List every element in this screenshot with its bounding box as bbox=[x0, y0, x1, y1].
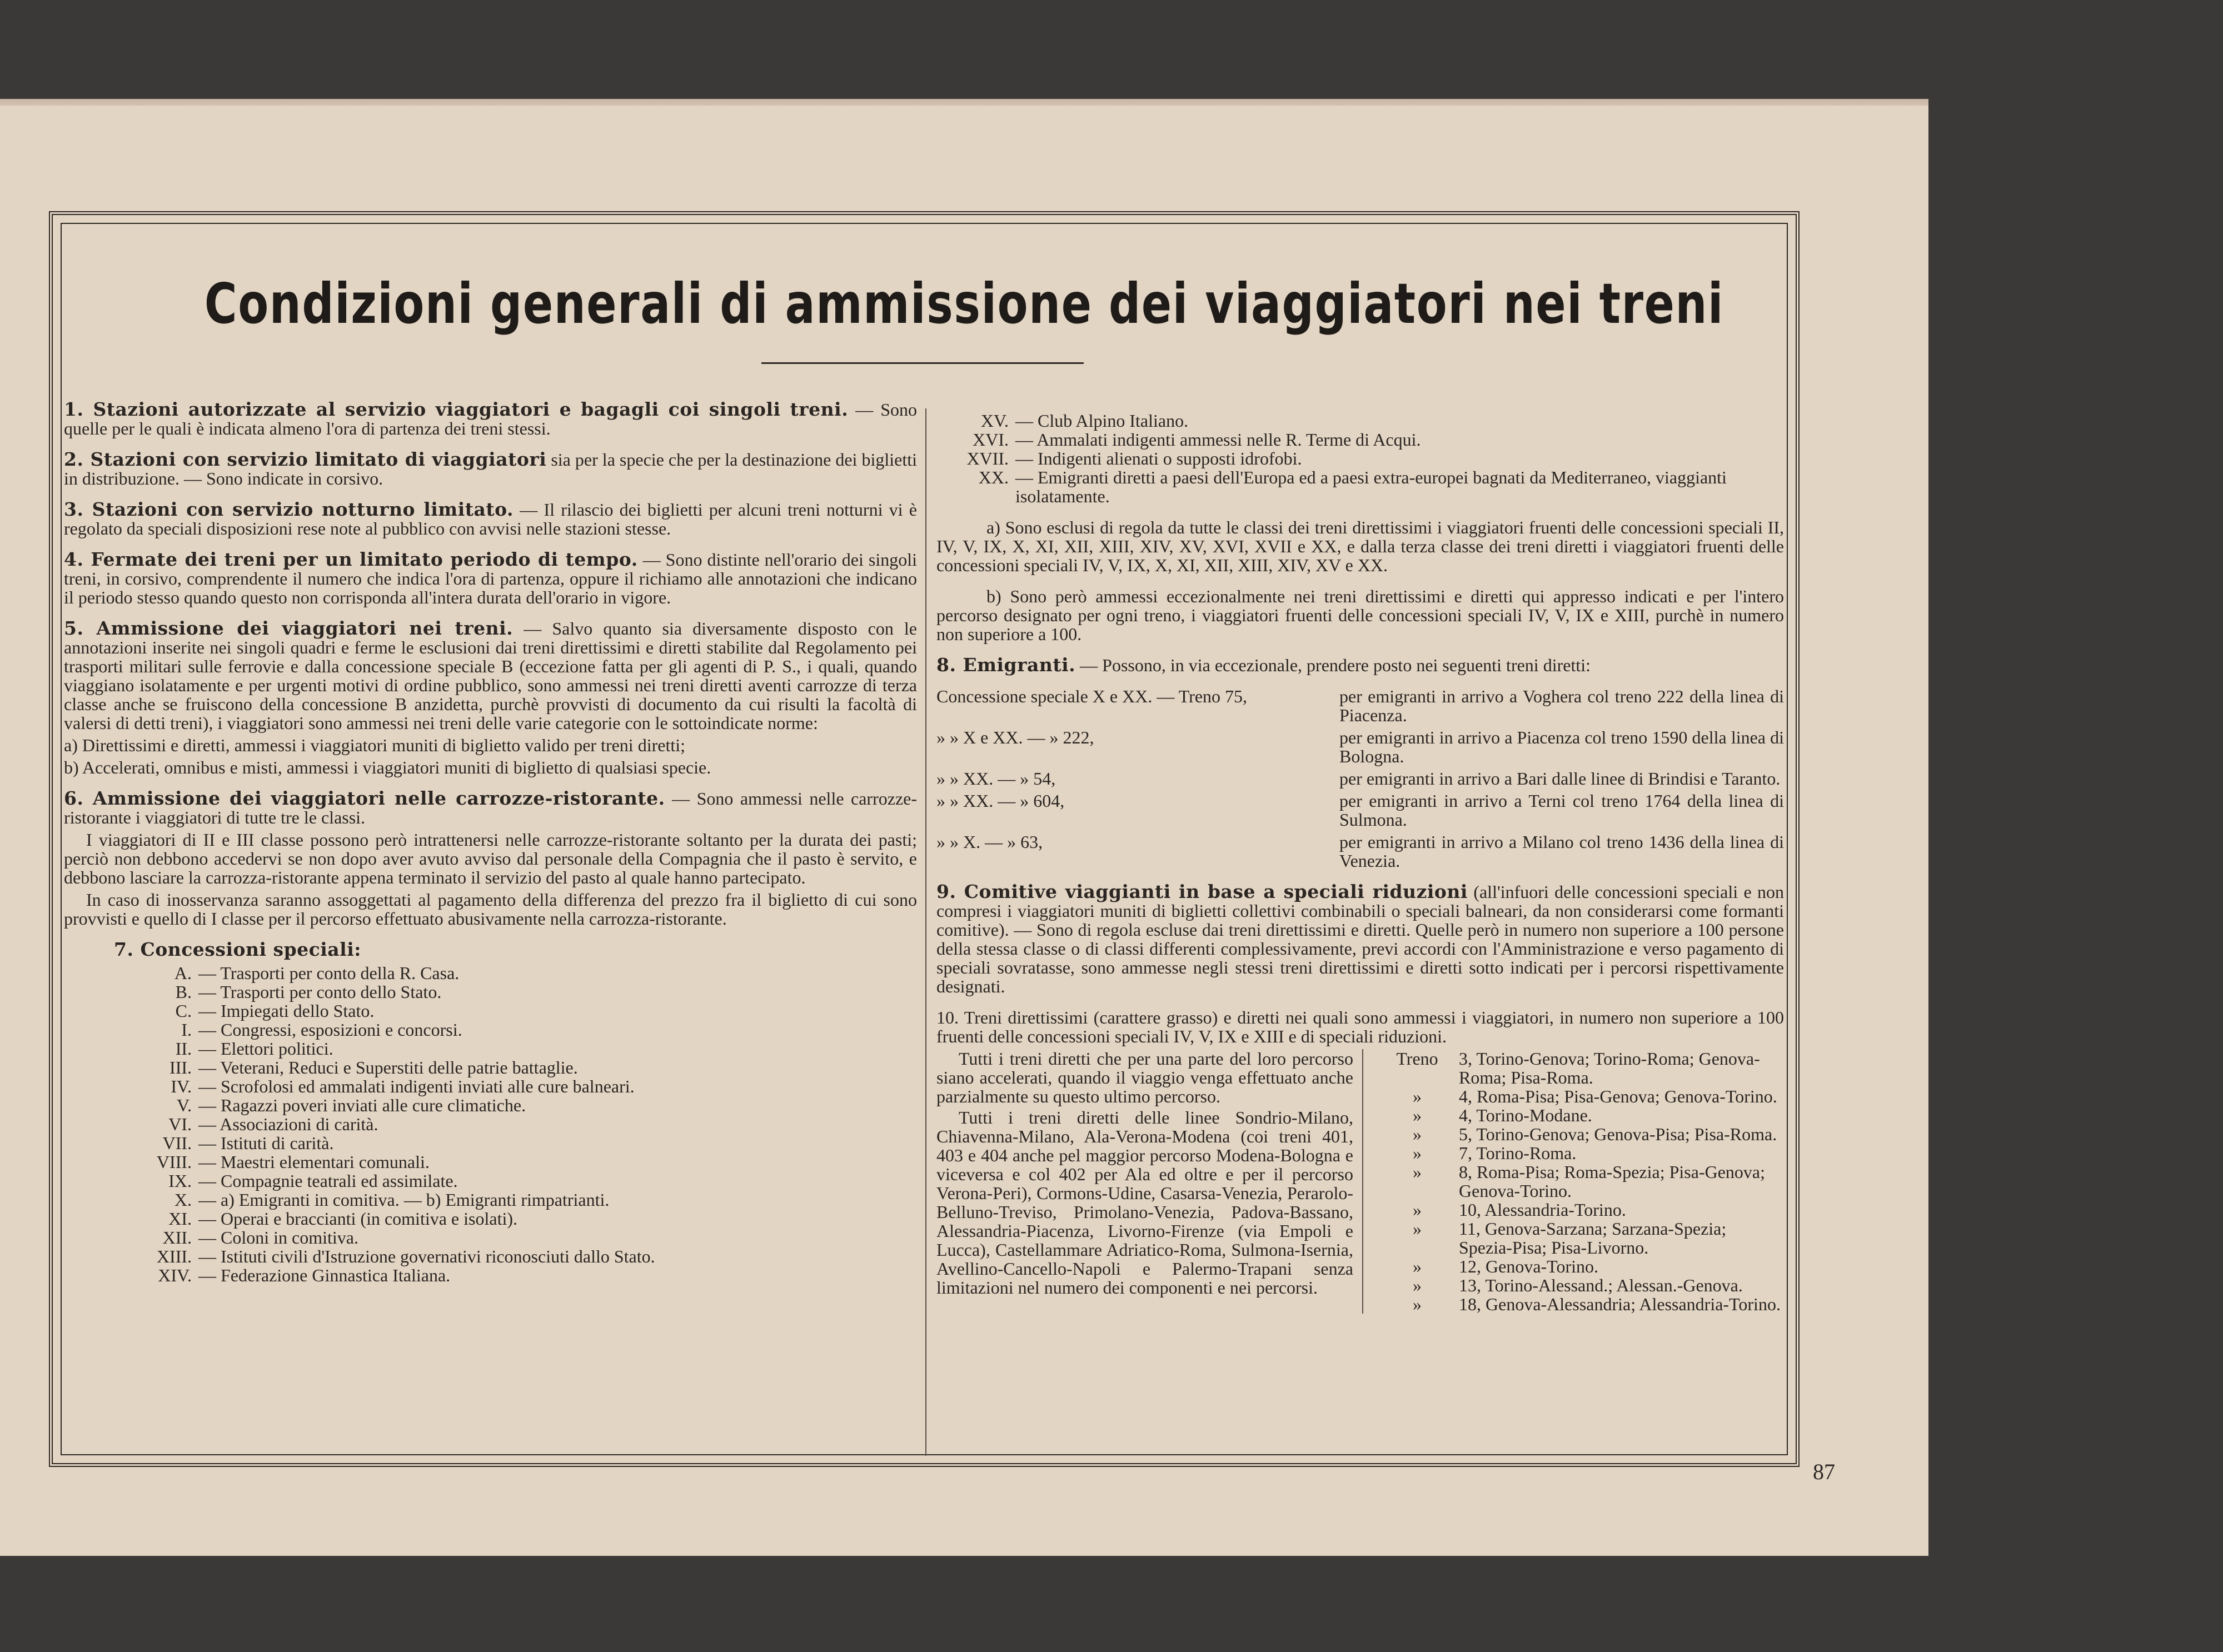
concession-item: XVI. — Ammalati indigenti ammessi nelle R. Terme di Acqui. bbox=[973, 430, 1421, 450]
concessions-list-cont bbox=[936, 411, 1784, 506]
concession-item: XX. — Emigranti diretti a paesi dell'Europa ed a paesi extra-europei bagnati da Mediterraneo, viaggianti isolatamente. bbox=[978, 467, 1727, 506]
concession-item: A. — Trasporti per conto della R. Casa. bbox=[174, 963, 460, 983]
train-entry: » 13, Torino-Alessand.; Alessan.-Genova. bbox=[1413, 1275, 1743, 1295]
train-entry: » 8, Roma-Pisa; Roma-Spezia; Pisa-Genova; Genova-Torino. bbox=[1413, 1162, 1766, 1201]
train-entry: » 12, Genova-Torino. bbox=[1413, 1256, 1599, 1276]
concession-item: V. — Ragazzi poveri inviati alle cure climatiche. bbox=[177, 1095, 526, 1115]
concession-item: XII. — Coloni in comitiva. bbox=[162, 1227, 358, 1247]
train-entry: » 10, Alessandria-Torino. bbox=[1413, 1200, 1626, 1220]
concession-item: VIII. — Maestri elementari comunali. bbox=[156, 1152, 430, 1172]
concession-item: XVII. — Indigenti alienati o supposti idrofobi. bbox=[966, 448, 1302, 468]
section-7-head: 7. Concessioni speciali: bbox=[114, 939, 361, 960]
concession-item: VI. — Associazioni di carità. bbox=[168, 1114, 378, 1134]
concession-item: C. — Impiegati dello Stato. bbox=[175, 1001, 375, 1021]
concession-item: XIV. — Federazione Ginnastica Italiana. bbox=[158, 1265, 451, 1285]
right-column bbox=[936, 411, 1784, 1314]
page-number: 87 bbox=[1813, 1459, 1835, 1484]
title-rule bbox=[761, 362, 1084, 364]
section-3: 3. Stazioni con servizio notturno limitato. — Il rilascio dei biglietti per alcuni treni notturni vi è regolato da speciali disposizioni rese note al pubblico con avvisi nelle stazioni stesse. bbox=[64, 498, 917, 538]
section-10: 10. Treni direttissimi (carattere grasso) e diretti nei quali sono ammessi i viaggiatori, in numero non superiore a 100 fruenti delle concessioni speciali IV, V, IX e XIII e di speciali riduzioni. bbox=[936, 1007, 1784, 1046]
emigrant-train-row: » » XX. — » 54, per emigranti in arrivo a Bari dalle linee di Brindisi e Taranto. bbox=[936, 768, 1781, 788]
left-column bbox=[64, 400, 917, 1297]
concession-item: B. — Trasporti per conto dello Stato. bbox=[175, 982, 442, 1002]
emigrant-train-row: » » XX. — » 604, per emigranti in arrivo a Terni col treno 1764 della linea di Sulmona. bbox=[936, 791, 1784, 830]
emigrant-train-row: Concessione speciale X e XX. — Treno 75, per emigranti in arrivo a Voghera col treno 222 della linea di Piacenza. bbox=[936, 686, 1784, 725]
section-8: 8. Emigranti. — Possono, in via eccezionale, prendere posto nei seguenti treni diretti: bbox=[936, 654, 1591, 676]
emigrants-trains bbox=[936, 687, 1784, 870]
concessions-list bbox=[64, 964, 917, 1285]
section-4: 4. Fermate dei treni per un limitato periodo di tempo. — Sono distinte nell'orario dei singoli treni, in corsivo, comprendente il numero che indica l'ora di partenza, oppure il richiamo alle annotazioni che indicano il periodo stesso quando questo non corrisponda all'intera durata dell'orario in vigore. bbox=[64, 548, 917, 607]
section-5b: b) Accelerati, omnibus e misti, ammessi i viaggiatori muniti di biglietto di qualsiasi specie. bbox=[64, 757, 711, 777]
section-10-table bbox=[936, 1049, 1784, 1314]
emigrant-train-row: » » X e XX. — » 222, per emigranti in arrivo a Piacenza col treno 1590 della linea di Bologna. bbox=[936, 727, 1784, 766]
exclusions-b: b) Sono però ammessi eccezionalmente nei treni direttissimi e diretti qui appresso indicati e per l'intero percorso designato per ogni treno, i viaggiatori fruenti delle concessioni speciali IV, V, IX e XIII, purchè in numero non superiore a 100. bbox=[936, 586, 1784, 644]
concession-item: I. — Congressi, esposizioni e concorsi. bbox=[181, 1020, 462, 1040]
page-title: Condizioni generali di ammissione dei viaggiatori nei treni bbox=[204, 271, 1724, 336]
train-entry: Treno 3, Torino-Genova; Torino-Roma; Genova-Roma; Pisa-Roma. bbox=[1396, 1049, 1760, 1087]
train-list bbox=[1375, 1049, 1784, 1314]
train-entry: » 18, Genova-Alessandria; Alessandria-Torino. bbox=[1413, 1294, 1781, 1314]
section-5a: a) Direttissimi e diretti, ammessi i viaggiatori muniti di biglietto valido per treni diretti; bbox=[64, 735, 685, 755]
concession-item: XV. — Club Alpino Italiano. bbox=[980, 411, 1189, 431]
concession-item: VII. — Istituti di carità. bbox=[162, 1133, 334, 1153]
emigrant-train-row: » » X. — » 63, per emigranti in arrivo a Milano col treno 1436 della linea di Venezia. bbox=[936, 832, 1784, 871]
section-10-notes: Tutti i treni diretti che per una parte del loro percorso siano accelerati, quando il viaggio venga effettuato anche parzialmente su questo ultimo percorso. Tutti i treni diretti delle linee Sondrio-Milano, Chiavenna-Milano, Ala-Verona-Modena (coi treni 401, 403 e 404 anche pel maggior percorso Modena-Bologna e viceversa e col 402 per Ala ed oltre e per il percorso Verona-Peri), Cormons-Udine, Casarsa-Venezia, Perarolo-Belluno-Treviso, Primolano-Venezia, Padova-Bassano, Alessandria-Piacenza, Livorno-Firenze (via Empoli e Lucca), Castellammare Adriatico-Roma, Sulmona-Isernia, Avellino-Cancello-Napoli e Palermo-Trapani senza limitazioni nel numero dei componenti e nei percorsi. bbox=[936, 1049, 1363, 1314]
train-entry: » 5, Torino-Genova; Genova-Pisa; Pisa-Roma. bbox=[1413, 1124, 1777, 1144]
train-entry: » 7, Torino-Roma. bbox=[1413, 1143, 1577, 1163]
section-6: 6. Ammissione dei viaggiatori nelle carrozze-ristorante. — Sono ammessi nelle carrozze-ristorante i viaggiatori di tutte tre le classi. bbox=[64, 787, 918, 827]
section-6-p3: In caso di inosservanza saranno assoggettati al pagamento della differenza del prezzo fra il biglietto di cui sono provvisti e quello di I classe per il percorso effettuato abusivamente nella carrozza-ristorante. bbox=[64, 890, 917, 929]
concession-item: III. — Veterani, Reduci e Superstiti delle patrie battaglie. bbox=[170, 1057, 578, 1077]
concession-item: XI. — Operai e braccianti (in comitiva e isolati). bbox=[168, 1209, 517, 1229]
section-5: 5. Ammissione dei viaggiatori nei treni. — Salvo quanto sia diversamente disposto con le annotazioni inserite nei singoli quadri e ferme le esclusioni dai treni direttissimi e diretti stabilite dal Regolamento pei trasporti militari sulle ferrovie e dalla concessione speciale B (eccezione fatta per gli agenti di P. S., i quali, quando viaggiano isolatamente e per urgenti motivi di ordine pubblico, sono ammessi nei treni diretti aventi carrozze di terza classe anche se fruiscono della concessione B anzidetta, purchè provvisti di documento da cui risulti la facoltà di valersi di detti treni), i viaggiatori sono ammessi nei treni delle varie categorie con le sottoindicate norme: bbox=[64, 617, 917, 733]
section-9: 9. Comitive viaggianti in base a speciali riduzioni (all'infuori delle concessioni speciali e non compresi i viaggiatori muniti di biglietti collettivi combinabili o speciali balneari, da non considerarsi come formanti comitive). — Sono di regola escluse dai treni direttissimi e diretti. Quelle però in numero non superiore a 100 persone della stessa classe o di classi differenti complessivamente, previ accordi con l'Amministrazione e verso pagamento di speciali sovratasse, sono ammesse negli stessi treni direttissimi e diretti sotto indicati per i percorsi rispettivamente designati. bbox=[936, 881, 1785, 996]
section-1: 1. Stazioni autorizzate al servizio viaggiatori e bagagli coi singoli treni. — Sono quelle per le quali è indicata almeno l'ora di partenza dei treni stessi. bbox=[64, 398, 918, 438]
train-entry: » 4, Torino-Modane. bbox=[1413, 1105, 1592, 1125]
concession-item: X. — a) Emigranti in comitiva. — b) Emigranti rimpatrianti. bbox=[174, 1190, 610, 1210]
column-divider bbox=[925, 408, 926, 1456]
concession-item: XIII. — Istituti civili d'Istruzione governativi riconosciuti dallo Stato. bbox=[156, 1246, 655, 1266]
section-2: 2. Stazioni con servizio limitato di viaggiatori sia per la specie che per la destinazione dei biglietti in distribuzione. — Sono indicate in corsivo. bbox=[64, 448, 918, 488]
exclusions-a: a) Sono esclusi di regola da tutte le classi dei treni direttissimi i viaggiatori fruenti delle concessioni speciali II, IV, V, IX, X, XI, XII, XIII, XIV, XV, XVI, XVII e XX, e dalla terza classe dei treni diretti i viaggiatori fruenti delle concessioni speciali IV, V, IX, X, XI, XII, XIII, XIV, XV e XX. bbox=[936, 517, 1784, 575]
train-entry: » 4, Roma-Pisa; Pisa-Genova; Genova-Torino. bbox=[1413, 1086, 1777, 1106]
concession-item: IV. — Scrofolosi ed ammalati indigenti inviati alle cure balneari. bbox=[171, 1076, 635, 1096]
concession-item: II. — Elettori politici. bbox=[175, 1039, 333, 1059]
train-entry: » 11, Genova-Sarzana; Sarzana-Spezia; Spezia-Pisa; Pisa-Livorno. bbox=[1413, 1219, 1727, 1257]
section-6-p2: I viaggiatori di II e III classe possono però intrattenersi nelle carrozze-ristorante soltanto per la durata dei pasti; perciò non debbono accedervi se non dopo aver avuto avviso dal personale della Compagnia che il pasto è servito, e debbono lasciare la carrozza-ristorante appena terminato il servizio del pasto al quale hanno partecipato. bbox=[64, 830, 917, 887]
concession-item: IX. — Compagnie teatrali ed assimilate. bbox=[168, 1171, 458, 1191]
